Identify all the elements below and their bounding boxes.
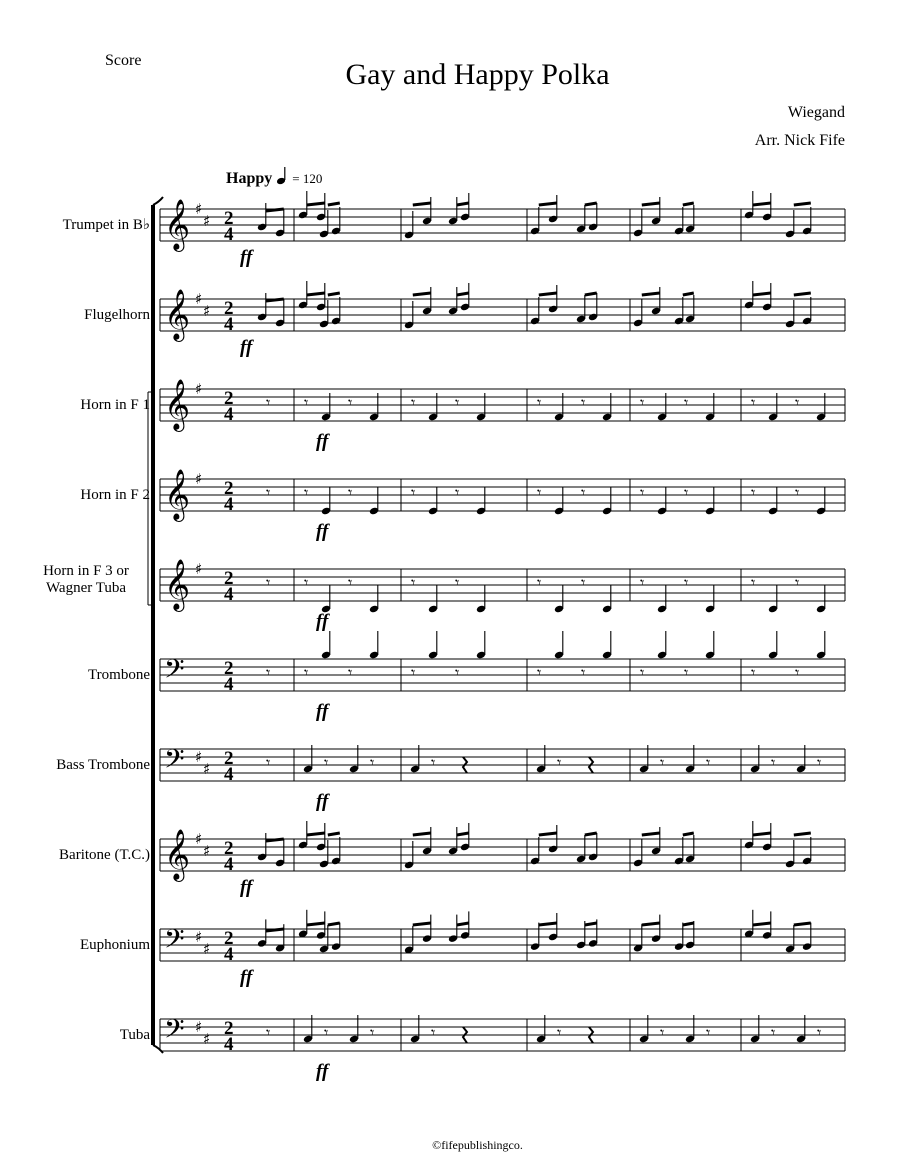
time-signature-bottom: 4	[224, 674, 234, 695]
eighth-rest: 𝄾	[370, 1023, 375, 1042]
arranger-credit: Arr. Nick Fife	[754, 132, 845, 149]
measure	[298, 821, 341, 868]
beam	[328, 203, 340, 205]
instrument-staff	[160, 191, 845, 268]
eighth-rest: 𝄾	[684, 663, 689, 682]
measure	[411, 483, 486, 515]
time-signature-top: 2	[224, 748, 234, 769]
beam	[457, 203, 469, 205]
instrument-staff	[160, 631, 845, 722]
measure	[537, 631, 612, 682]
beam	[642, 203, 660, 205]
dynamic-marking: ff	[316, 791, 329, 812]
time-signature-top: 2	[224, 388, 234, 409]
time-signature-bottom: 4	[224, 224, 234, 245]
eighth-rest: 𝄾	[751, 573, 756, 592]
instrument-staff	[160, 281, 845, 358]
beam	[794, 923, 811, 925]
instrument-staff	[160, 469, 845, 542]
instrument-staff	[160, 379, 845, 452]
bass-clef-icon: 𝄢	[164, 653, 185, 691]
treble-clef-icon: 𝄞	[164, 829, 191, 880]
eighth-rest: 𝄾	[431, 1023, 436, 1042]
eighth-rest: 𝄾	[660, 1023, 665, 1042]
sharp-icon: ♯	[203, 302, 211, 320]
eighth-rest: 𝄾	[411, 483, 416, 502]
time-signature-bottom: 4	[224, 764, 234, 785]
eighth-rest: 𝄾	[751, 663, 756, 682]
eighth-rest: 𝄾	[706, 1023, 711, 1042]
beam	[307, 293, 325, 295]
beam	[307, 203, 325, 205]
measure	[633, 915, 695, 953]
time-signature-bottom: 4	[224, 584, 234, 605]
eighth-rest: 𝄾	[537, 573, 542, 592]
measure	[304, 631, 379, 682]
eighth-rest: 𝄾	[771, 753, 776, 772]
system-bracket	[151, 205, 155, 1045]
sharp-icon: ♯	[195, 380, 203, 398]
eighth-rest: 𝄾	[304, 483, 309, 502]
beam	[413, 293, 431, 295]
beam	[683, 833, 694, 835]
sharp-icon: ♯	[203, 212, 211, 230]
measure	[404, 823, 470, 869]
instrument-name: Horn in F 2	[80, 487, 150, 503]
eighth-rest: 𝄾	[751, 483, 756, 502]
time-signature-top: 2	[224, 1018, 234, 1039]
treble-clef-icon: 𝄞	[164, 379, 191, 430]
beam	[266, 839, 284, 841]
measure	[404, 193, 470, 239]
eighth-rest: 𝄾	[684, 483, 689, 502]
measure	[530, 195, 598, 235]
beam	[413, 203, 431, 205]
sharp-icon: ♯	[195, 200, 203, 218]
eighth-rest: 𝄾	[640, 483, 645, 502]
eighth-rest: 𝄾	[304, 573, 309, 592]
sharp-icon: ♯	[203, 760, 211, 778]
measure	[640, 631, 715, 682]
beam	[585, 293, 597, 295]
beam	[328, 833, 340, 835]
beam	[266, 299, 284, 301]
instrument-staff	[160, 910, 845, 988]
measure	[530, 285, 598, 325]
eighth-rest: 𝄾	[771, 1023, 776, 1042]
measure	[266, 483, 270, 502]
eighth-rest: 𝄾	[348, 483, 353, 502]
beam	[307, 923, 325, 925]
measure	[257, 203, 285, 237]
beam	[413, 833, 431, 835]
eighth-rest: 𝄾	[581, 663, 586, 682]
beam	[413, 923, 431, 925]
dynamic-marking: ff	[316, 521, 329, 542]
eighth-rest: 𝄾	[581, 573, 586, 592]
beam	[328, 293, 340, 295]
instrument-staff	[160, 1013, 845, 1082]
dynamic-marking: ff	[240, 247, 253, 268]
instrument-staff	[160, 559, 845, 632]
eighth-rest: 𝄾	[304, 663, 309, 682]
beam	[753, 923, 771, 925]
sharp-icon: ♯	[195, 928, 203, 946]
bass-clef-icon: 𝄢	[164, 743, 185, 781]
beam	[794, 833, 811, 835]
time-signature-top: 2	[224, 298, 234, 319]
measure	[640, 483, 715, 515]
time-signature-bottom: 4	[224, 404, 234, 425]
eighth-rest: 𝄾	[324, 1023, 329, 1042]
eighth-rest: 𝄾	[581, 393, 586, 412]
tempo-label: Happy	[226, 170, 273, 187]
dynamic-marking: ff	[316, 611, 329, 632]
instrument-name: Trombone	[88, 667, 150, 683]
bass-clef-icon: 𝄢	[164, 1013, 185, 1051]
beam	[753, 833, 771, 835]
beam	[794, 203, 811, 205]
time-signature-top: 2	[224, 568, 234, 589]
eighth-rest: 𝄾	[660, 753, 665, 772]
eighth-rest: 𝄾	[411, 573, 416, 592]
eighth-rest: 𝄾	[455, 483, 460, 502]
eighth-rest: 𝄾	[537, 393, 542, 412]
eighth-rest: 𝄾	[640, 573, 645, 592]
time-signature-bottom: 4	[224, 314, 234, 335]
measure	[751, 631, 826, 682]
eighth-rest: 𝄾	[581, 483, 586, 502]
beam	[585, 833, 597, 835]
measure	[266, 663, 270, 682]
time-signature-top: 2	[224, 928, 234, 949]
eighth-rest: 𝄾	[684, 393, 689, 412]
eighth-rest: 𝄾	[817, 1023, 822, 1042]
sharp-icon: ♯	[203, 1030, 211, 1048]
treble-clef-icon: 𝄞	[164, 469, 191, 520]
dynamic-marking: ff	[240, 877, 253, 898]
treble-clef-icon: 𝄞	[164, 559, 191, 610]
measure	[266, 1023, 270, 1042]
eighth-rest: 𝄾	[348, 393, 353, 412]
beam	[457, 833, 469, 835]
eighth-rest: 𝄾	[411, 393, 416, 412]
measure	[257, 833, 285, 867]
measure	[266, 573, 270, 592]
measure	[304, 483, 379, 515]
treble-clef-icon: 𝄞	[164, 199, 191, 250]
instrument-name: Baritone (T.C.)	[59, 847, 150, 863]
eighth-rest: 𝄾	[557, 753, 562, 772]
measure	[744, 821, 812, 868]
measure	[744, 281, 812, 328]
beam	[642, 833, 660, 835]
dynamic-marking: ff	[316, 431, 329, 452]
beam	[307, 833, 325, 835]
instrument-name: Horn in F 1	[80, 397, 150, 413]
eighth-rest: 𝄾	[684, 573, 689, 592]
beam	[266, 929, 284, 931]
sharp-icon: ♯	[195, 830, 203, 848]
eighth-rest: 𝄾	[324, 753, 329, 772]
eighth-rest: 𝄾	[795, 483, 800, 502]
eighth-rest: 𝄾	[370, 753, 375, 772]
eighth-rest: 𝄾	[537, 663, 542, 682]
beam	[539, 293, 557, 295]
eighth-rest: 𝄾	[266, 393, 271, 412]
time-signature-top: 2	[224, 838, 234, 859]
measure	[751, 483, 826, 515]
measure	[537, 483, 612, 515]
beam	[753, 293, 771, 295]
measure	[404, 283, 470, 329]
beam	[539, 203, 557, 205]
measure	[404, 911, 470, 954]
sharp-icon: ♯	[195, 470, 203, 488]
measure	[530, 825, 598, 865]
time-signature-bottom: 4	[224, 944, 234, 965]
time-signature-top: 2	[224, 658, 234, 679]
beam	[266, 209, 284, 211]
measure	[411, 631, 486, 682]
eighth-rest: 𝄾	[411, 663, 416, 682]
instrument-name: Flugelhorn	[84, 307, 150, 323]
beam	[683, 923, 694, 925]
eighth-rest: 𝄾	[348, 573, 353, 592]
beam	[683, 293, 694, 295]
eighth-rest: 𝄾	[304, 393, 309, 412]
eighth-rest: 𝄾	[455, 663, 460, 682]
dynamic-marking: ff	[240, 337, 253, 358]
score-label: Score	[105, 52, 142, 69]
eighth-rest: 𝄾	[266, 573, 271, 592]
measure	[298, 281, 341, 328]
time-signature-bottom: 4	[224, 494, 234, 515]
eighth-rest: 𝄾	[348, 663, 353, 682]
time-signature-top: 2	[224, 208, 234, 229]
eighth-rest: 𝄾	[431, 753, 436, 772]
dynamic-marking: ff	[316, 701, 329, 722]
dynamic-marking: ff	[316, 1061, 329, 1082]
instrument-name: Horn in F 3 or Wagner Tuba	[43, 563, 129, 596]
measure	[257, 919, 285, 952]
page-title: Gay and Happy Polka	[345, 58, 610, 91]
eighth-rest: 𝄾	[455, 393, 460, 412]
eighth-rest: 𝄾	[795, 573, 800, 592]
measure	[744, 191, 812, 238]
time-signature-top: 2	[224, 478, 234, 499]
eighth-rest: 𝄾	[640, 663, 645, 682]
eighth-rest: 𝄾	[557, 1023, 562, 1042]
eighth-rest: 𝄾	[537, 483, 542, 502]
measure	[266, 753, 270, 772]
dynamic-marking: ff	[240, 967, 253, 988]
eighth-rest: 𝄾	[751, 393, 756, 412]
tempo-value: = 120	[292, 171, 323, 186]
eighth-rest: 𝄾	[266, 1023, 271, 1042]
eighth-rest: 𝄾	[455, 573, 460, 592]
eighth-rest: 𝄾	[795, 663, 800, 682]
sharp-icon: ♯	[195, 560, 203, 578]
eighth-rest: 𝄾	[640, 393, 645, 412]
beam	[642, 293, 660, 295]
measure	[298, 910, 341, 954]
beam	[794, 293, 811, 295]
beam	[539, 833, 557, 835]
sharp-icon: ♯	[195, 1018, 203, 1036]
beam	[585, 203, 597, 205]
composer-credit: Wiegand	[787, 104, 845, 121]
sharp-icon: ♯	[203, 940, 211, 958]
instrument-name: Bass Trombone	[56, 757, 150, 773]
beam	[539, 923, 557, 925]
sharp-icon: ♯	[195, 748, 203, 766]
measure	[266, 393, 270, 412]
instrument-staff	[160, 821, 845, 898]
beam	[585, 923, 597, 925]
instrument-name: Tuba	[119, 1027, 150, 1043]
eighth-rest: 𝄾	[706, 753, 711, 772]
measure	[744, 910, 812, 954]
measure	[257, 293, 285, 327]
instrument-name: Trumpet in B♭	[62, 217, 150, 233]
beam	[328, 923, 340, 925]
beam	[642, 923, 660, 925]
treble-clef-icon: 𝄞	[164, 289, 191, 340]
beam	[683, 203, 694, 205]
time-signature-bottom: 4	[224, 854, 234, 875]
eighth-rest: 𝄾	[266, 663, 271, 682]
copyright-notice: ©fifepublishingco.	[432, 1138, 523, 1152]
beam	[457, 923, 469, 925]
sharp-icon: ♯	[203, 842, 211, 860]
eighth-rest: 𝄾	[266, 483, 271, 502]
time-signature-bottom: 4	[224, 1034, 234, 1055]
bass-clef-icon: 𝄢	[164, 923, 185, 961]
instrument-staff	[160, 743, 845, 812]
eighth-rest: 𝄾	[266, 753, 271, 772]
eighth-rest: 𝄾	[817, 753, 822, 772]
instrument-name: Euphonium	[80, 937, 150, 953]
sharp-icon: ♯	[195, 290, 203, 308]
beam	[753, 203, 771, 205]
eighth-rest: 𝄾	[795, 393, 800, 412]
measure	[298, 191, 341, 238]
beam	[457, 293, 469, 295]
